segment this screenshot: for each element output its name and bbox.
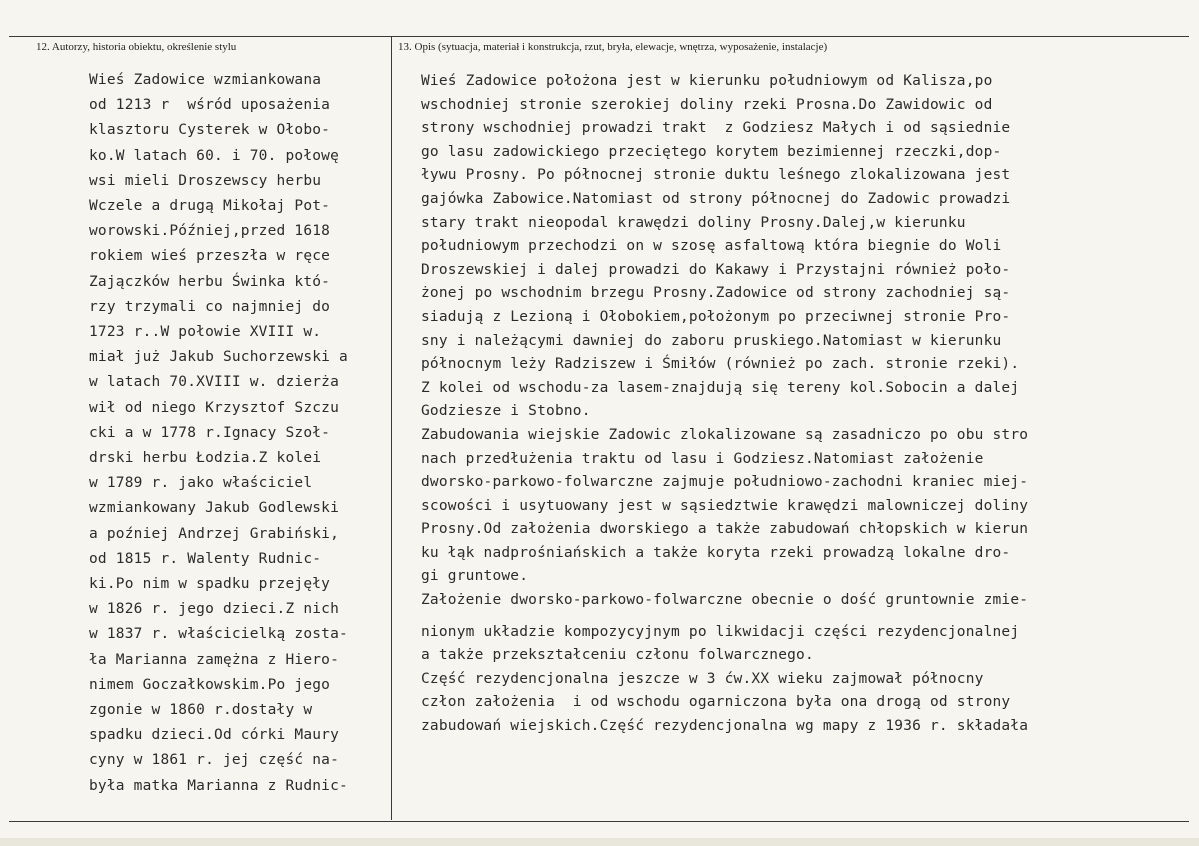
history-text-line: cyny w 1861 r. jej część na-: [89, 752, 340, 769]
description-text-line: Prosny.Od założenia dworskiego a także zabudowań chłopskich w kierun: [421, 521, 1029, 538]
history-text-line: miał już Jakub Suchorzewski a: [89, 349, 348, 366]
description-text-line: go lasu zadowickiego przeciętego korytem bezimiennej rzeczki,dop-: [421, 143, 1002, 160]
history-text-line: w latach 70.XVIII w. dzierża: [89, 374, 340, 391]
description-text-line: ływu Prosny. Po północnej stronie duktu leśnego zlokalizowana jest: [421, 167, 1011, 184]
history-text-line: Wczele a drugą Mikołaj Pot-: [89, 198, 331, 215]
description-text-line: nionym układzie kompozycyjnym po likwidacji części rezydencjonalnej: [421, 623, 1020, 640]
right-section-header: 13. Opis (sytuacja, materiał i konstrukcja, rzut, bryła, elewacje, wnętrza, wyposażenie, instalacje): [398, 41, 828, 53]
description-text-line: Zabudowania wiejskie Zadowic zlokalizowane są zasadniczo po obu stro: [421, 426, 1029, 443]
description-text-line: zabudowań wiejskich.Część rezydencjonalna wg mapy z 1936 r. składała: [421, 718, 1029, 735]
history-text-line: ko.W latach 60. i 70. połowę: [89, 147, 340, 164]
history-text-line: wił od niego Krzysztof Szczu: [89, 399, 340, 416]
description-text-line: stary trakt nieopodal krawędzi doliny Prosny.Dalej,w kierunku: [421, 214, 966, 231]
history-text-line: Zajączków herbu Świnka któ-: [89, 273, 331, 290]
history-text-line: ła Marianna zamężna z Hiero-: [89, 651, 340, 668]
history-text-line: klasztoru Cysterek w Ołobo-: [89, 122, 331, 139]
description-text-line: Wieś Zadowice położona jest w kierunku południowym od Kalisza,po: [421, 73, 993, 89]
history-text-line: worowski.Później,przed 1618: [89, 223, 331, 240]
history-text-line: od 1815 r. Walenty Rudnic-: [89, 550, 322, 567]
column-divider: [391, 36, 392, 820]
history-text-line: drski herbu Łodzia.Z kolei: [89, 450, 322, 467]
scan-bottom-edge: [0, 838, 1199, 846]
history-text-line: 1723 r..W połowie XVIII w.: [89, 324, 322, 341]
left-section-header: 12. Autorzy, historia obiektu, określenie stylu: [36, 41, 237, 53]
history-text-line: rzy trzymali co najmniej do: [89, 298, 331, 315]
history-text-line: w 1826 r. jego dzieci.Z nich: [89, 601, 340, 618]
history-text-line: w 1837 r. właścicielką zosta-: [89, 626, 348, 643]
history-text-line: a poźniej Andrzej Grabiński,: [89, 525, 340, 542]
description-text-line: Godziesze i Stobno.: [421, 403, 591, 420]
description-text-line: Część rezydencjonalna jeszcze w 3 ćw.XX wieku zajmował północny: [421, 670, 984, 687]
description-text-line: południowym przechodzi on w szosę asfaltową która biegnie do Woli: [421, 238, 1002, 255]
paragraph-gap: [421, 613, 1191, 621]
description-text-line: żonej po wschodnim brzegu Prosny.Zadowice od strony zachodniej są-: [421, 285, 1011, 302]
description-text-line: Droszewskiej i dalej prowadzi do Kakawy i Przystajni również poło-: [421, 261, 1011, 278]
history-text-line: od 1213 r wśród uposażenia: [89, 97, 331, 114]
description-text-line: gi gruntowe.: [421, 568, 529, 585]
description-text-line: ku łąk nadprośniańskich a także koryta rzeki prowadzą lokalne dro-: [421, 544, 1011, 561]
description-text-line: scowości i usytuowany jest w sąsiedztwie krawędzi malowniczej doliny: [421, 497, 1029, 514]
description-text-line: sny i należącymi dawniej do zaboru pruskiego.Natomiast w kierunku: [421, 332, 1002, 349]
history-text-line: zgonie w 1860 r.dostały w: [89, 702, 313, 719]
history-text-line: nimem Goczałkowskim.Po jego: [89, 676, 331, 693]
history-text-line: w 1789 r. jako właściciel: [89, 475, 313, 492]
history-text-line: cki a w 1778 r.Ignacy Szoł-: [89, 424, 331, 441]
description-text-line: wschodniej stronie szerokiej doliny rzeki Prosna.Do Zawidowic od: [421, 96, 993, 113]
history-text-line: Wieś Zadowice wzmiankowana: [89, 72, 322, 88]
description-text-line: nach przedłużenia traktu od lasu i Godziesz.Natomiast założenie: [421, 450, 984, 467]
description-column: [421, 70, 1191, 739]
history-text-line: spadku dzieci.Od córki Maury: [89, 727, 340, 744]
description-text-line: Z kolei od wschodu-za lasem-znajdują się tereny kol.Sobocin a dalej: [421, 379, 1020, 396]
description-text-line: północnym leży Radziszew i Śmiłów (również po zach. stronie rzeki).: [421, 356, 1020, 373]
description-text-line: dworsko-parkowo-folwarczne zajmuje południowo-zachodni kraniec miej-: [421, 474, 1029, 491]
history-text-line: była matka Marianna z Rudnic-: [89, 777, 348, 794]
description-text-line: siadują z Lezioną i Ołobokiem,położonym po przeciwnej stronie Pro-: [421, 308, 1011, 325]
description-text-line: człon założenia i od wschodu ogarniczona była ona drogą od strony: [421, 694, 1011, 711]
history-text-line: rokiem wieś przeszła w ręce: [89, 248, 331, 265]
history-text-line: wsi mieli Droszewscy herbu: [89, 172, 322, 189]
description-text-line: a także przekształceniu członu folwarcznego.: [421, 647, 814, 664]
history-text-line: ki.Po nim w spadku przejęły: [89, 576, 331, 593]
history-text-line: wzmiankowany Jakub Godlewski: [89, 500, 340, 517]
description-text-line: gajówka Zabowice.Natomiast od strony północnej do Zadowic prowadzi: [421, 190, 1011, 207]
history-column: [89, 68, 389, 799]
description-text-line: strony wschodniej prowadzi trakt z Godziesz Małych i od sąsiednie: [421, 120, 1011, 137]
description-text-line: Założenie dworsko-parkowo-folwarczne obecnie o dość gruntownie zmie-: [421, 592, 1029, 609]
